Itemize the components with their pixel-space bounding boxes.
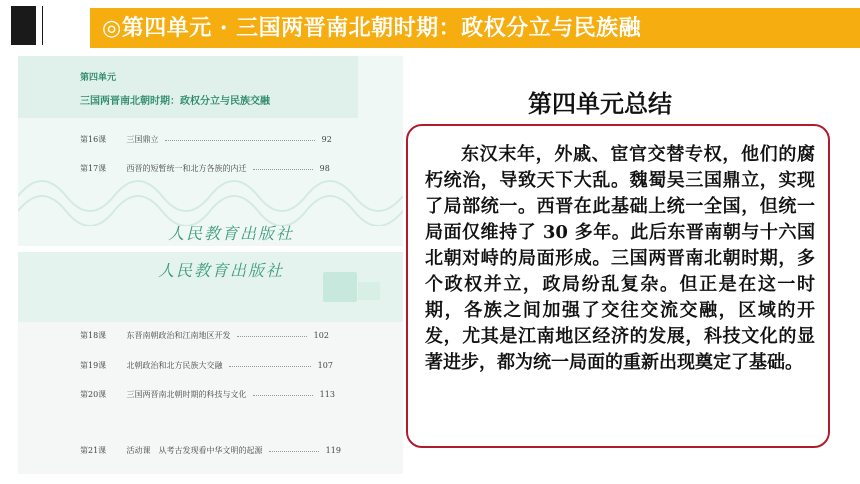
toc-lesson-number: 第16课 bbox=[80, 135, 107, 144]
toc-row bbox=[80, 445, 341, 456]
summary-box bbox=[406, 124, 830, 448]
summary-text: 东汉末年，外戚、宦官交替专权，他们的腐朽统治，导致天下大乱。魏蜀吴三国鼎立，实现了局部统一。西晋在此基础上统一全国，但统一局面仅维持了 30 多年。此后东晋南朝与十六国北朝对峙的局面形成。三国两晋南北朝时期，多个政权并立，政局纷乱复杂。但正是在这一时期，各族之间加强了交往交流交融，区域的开发，尤其是江南地区经济的发展，科技文化的显著进步，都为统一局面的重新出现奠定了基础。 bbox=[425, 144, 815, 373]
publisher-logo: 人民教育出版社 bbox=[168, 224, 295, 243]
toc-row bbox=[80, 163, 330, 174]
toc-dots bbox=[165, 140, 315, 141]
header-stripe bbox=[36, 6, 42, 45]
header-bar bbox=[90, 8, 860, 48]
book-unit-title: 三国两晋南北朝时期：政权分立与民族交融 bbox=[80, 96, 270, 107]
textbook-page-lower bbox=[18, 252, 403, 474]
bookmark-decoration bbox=[323, 272, 357, 302]
toc-dots bbox=[253, 169, 313, 170]
toc-page: 98 bbox=[319, 164, 330, 173]
toc-row bbox=[80, 134, 332, 145]
book-unit-label: 第四单元 bbox=[80, 73, 117, 83]
toc-dots bbox=[253, 395, 313, 396]
header bbox=[0, 0, 860, 50]
wave-pattern-decoration bbox=[18, 166, 403, 226]
toc-page: 113 bbox=[319, 390, 335, 399]
toc-lesson-number: 第17课 bbox=[80, 164, 107, 173]
toc-lesson-number: 第19课 bbox=[80, 361, 107, 370]
toc-lesson-number: 第21课 bbox=[80, 446, 107, 455]
summary-title: 第四单元总结 bbox=[528, 89, 672, 118]
toc-page: 102 bbox=[313, 331, 329, 340]
toc-page: 107 bbox=[317, 361, 333, 370]
toc-lesson-name: 东晋南朝政治和江南地区开发 bbox=[126, 331, 231, 340]
toc-lesson-name: 西晋的短暂统一和北方各族的内迁 bbox=[126, 164, 247, 173]
toc-lesson-name: 活动课 从考古发现看中华文明的起源 bbox=[126, 446, 263, 455]
header-title: ◎第四单元 · 三国两晋南北朝时期：政权分立与民族融 bbox=[102, 15, 642, 41]
toc-lesson-number: 第18课 bbox=[80, 331, 107, 340]
toc-lesson-name: 三国两晋南北朝时期的科技与文化 bbox=[126, 390, 247, 399]
toc-page: 119 bbox=[325, 446, 341, 455]
toc-lesson-number: 第20课 bbox=[80, 390, 107, 399]
toc-page: 92 bbox=[321, 135, 332, 144]
toc-dots bbox=[237, 336, 307, 337]
toc-row bbox=[80, 330, 329, 341]
toc-row bbox=[80, 389, 335, 400]
toc-dots bbox=[269, 451, 319, 452]
textbook-scan bbox=[18, 56, 403, 474]
toc-row bbox=[80, 360, 333, 371]
toc-lesson-name: 三国鼎立 bbox=[126, 135, 159, 144]
page-upper-header bbox=[18, 56, 358, 118]
bookmark-decoration bbox=[358, 282, 380, 300]
toc-lesson-name: 北朝政治和北方民族大交融 bbox=[126, 361, 223, 370]
toc-dots bbox=[229, 366, 311, 367]
textbook-page-upper bbox=[18, 56, 403, 246]
publisher-logo: 人民教育出版社 bbox=[158, 261, 285, 280]
